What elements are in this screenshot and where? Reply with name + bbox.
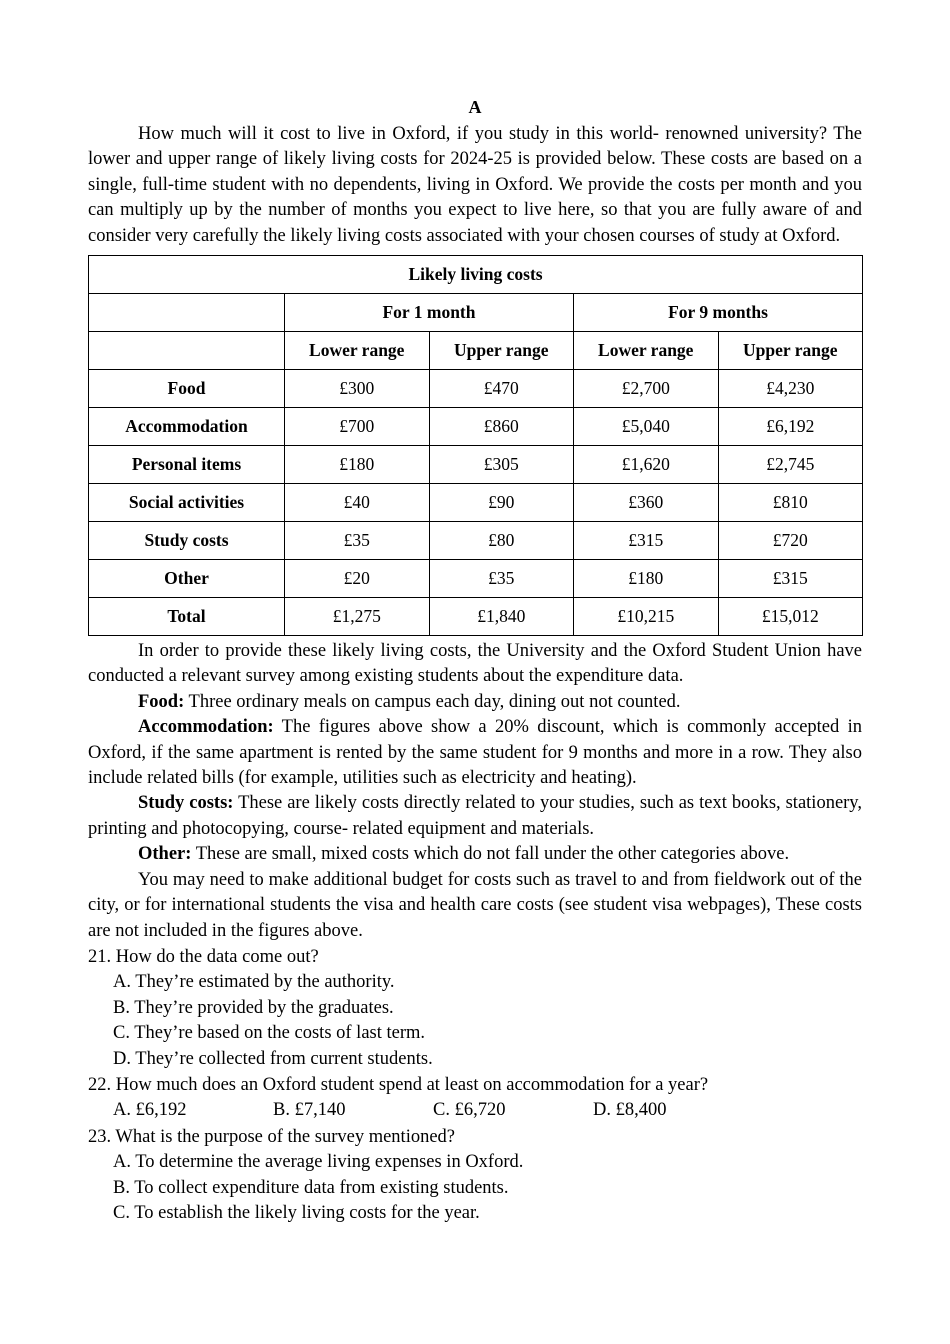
survey-paragraph: In order to provide these likely living costs, the University and the Oxford Student Union have conducted a relevant survey among existing students about the expenditure data.: [88, 641, 862, 687]
study-costs-note-text: These are likely costs directly related to your studies, such as text books, stationery, printing and photocopying, course- related equipment and materials.: [88, 793, 862, 839]
cell-value: £470: [429, 370, 574, 408]
closing-paragraph: You may need to make additional budget for costs such as travel to and from fieldwork out of the city, or for international students the visa and health care costs (see student visa webpages), These costs are not included in the figures above.: [88, 869, 862, 941]
cell-value: £315: [718, 560, 863, 598]
question-21-number: 21.: [88, 946, 112, 967]
table-column-header-row: [89, 332, 863, 370]
cell-value: £360: [574, 484, 719, 522]
cell-value: £860: [429, 408, 574, 446]
row-label: Accommodation: [89, 408, 285, 446]
cell-value: £5,040: [574, 408, 719, 446]
question-21: [88, 945, 862, 1072]
accommodation-note-label: Accommodation:: [138, 717, 274, 738]
cell-value: £15,012: [718, 598, 863, 636]
cell-value: £90: [429, 484, 574, 522]
table-corner-cell: [89, 294, 285, 332]
cell-value: £300: [285, 370, 430, 408]
cell-value: £80: [429, 522, 574, 560]
question-22-option-d[interactable]: D. £8,400: [593, 1100, 667, 1121]
table-row: [89, 484, 863, 522]
cell-value: £20: [285, 560, 430, 598]
question-23-option-a[interactable]: A. To determine the average living expenses in Oxford.: [113, 1152, 524, 1173]
row-label: Food: [89, 370, 285, 408]
row-label: Social activities: [89, 484, 285, 522]
other-note-text: These are small, mixed costs which do not fall under the other categories above.: [191, 844, 790, 865]
table-row: [89, 446, 863, 484]
cell-value: £2,745: [718, 446, 863, 484]
question-21-option-d[interactable]: D. They’re collected from current students.: [113, 1048, 433, 1069]
cell-value: £2,700: [574, 370, 719, 408]
table-row: [89, 370, 863, 408]
row-label: Study costs: [89, 522, 285, 560]
question-21-stem: [88, 945, 862, 970]
accommodation-note: [88, 715, 862, 791]
cell-value: £180: [574, 560, 719, 598]
question-23-number: 23.: [88, 1126, 112, 1147]
question-22-option-c[interactable]: C. £6,720: [433, 1100, 506, 1121]
question-21-option-b[interactable]: B. They’re provided by the graduates.: [113, 997, 394, 1018]
other-note-label: Other:: [138, 844, 192, 865]
table-corner-cell-2: [89, 332, 285, 370]
group-header-1-month: For 1 month: [285, 294, 574, 332]
cell-value: £810: [718, 484, 863, 522]
column-header-9months-lower: Lower range: [574, 332, 719, 370]
question-22: [88, 1073, 862, 1124]
question-23-stem: [88, 1125, 862, 1150]
question-21-option-c[interactable]: C. They’re based on the costs of last term.: [113, 1023, 426, 1044]
food-note: [88, 690, 862, 715]
question-23-text: What is the purpose of the survey mentioned?: [115, 1126, 456, 1147]
question-22-number: 22.: [88, 1074, 112, 1095]
cell-value: £6,192: [718, 408, 863, 446]
question-23-option-c[interactable]: C. To establish the likely living costs for the year.: [113, 1202, 480, 1223]
cell-value: £35: [285, 522, 430, 560]
page-title: A: [468, 97, 482, 117]
cell-value: £35: [429, 560, 574, 598]
group-header-9-months: For 9 months: [574, 294, 863, 332]
question-22-stem: [88, 1073, 862, 1098]
question-23-option-b[interactable]: B. To collect expenditure data from existing students.: [113, 1177, 509, 1198]
cell-value: £1,840: [429, 598, 574, 636]
table-row: [89, 560, 863, 598]
cell-value: £180: [285, 446, 430, 484]
table-group-header-row: [89, 294, 863, 332]
column-header-1month-upper: Upper range: [429, 332, 574, 370]
cell-value: £40: [285, 484, 430, 522]
study-costs-note-label: Study costs:: [138, 793, 234, 814]
other-note: [88, 842, 862, 867]
row-label: Other: [89, 560, 285, 598]
row-label: Personal items: [89, 446, 285, 484]
accommodation-note-text: The figures above show a 20% discount, which is commonly accepted in Oxford, if the same apartment is rented by the same student for 9 months and more in a row. They also include related bills (for example, utilities such as electricity and heating).: [88, 717, 862, 789]
cell-value: £315: [574, 522, 719, 560]
cell-value: £700: [285, 408, 430, 446]
table-row: [89, 522, 863, 560]
question-22-options: [88, 1098, 862, 1123]
study-costs-note: [88, 791, 862, 842]
table-caption: Likely living costs: [89, 256, 863, 294]
table-row: [89, 408, 863, 446]
cell-value: £720: [718, 522, 863, 560]
column-header-1month-lower: Lower range: [285, 332, 430, 370]
question-22-option-b[interactable]: B. £7,140: [273, 1100, 346, 1121]
cell-value: £1,275: [285, 598, 430, 636]
likely-living-costs-table: [88, 255, 863, 636]
question-22-option-a[interactable]: A. £6,192: [113, 1100, 187, 1121]
question-22-text: How much does an Oxford student spend at least on accommodation for a year?: [115, 1074, 709, 1095]
question-23: [88, 1125, 862, 1227]
table-caption-row: [89, 256, 863, 294]
table-row-total: [89, 598, 863, 636]
question-21-option-a[interactable]: A. They’re estimated by the authority.: [113, 972, 395, 993]
cell-value: £1,620: [574, 446, 719, 484]
cell-value: £4,230: [718, 370, 863, 408]
food-note-text: Three ordinary meals on campus each day, dining out not counted.: [184, 691, 681, 712]
cell-value: £305: [429, 446, 574, 484]
row-label: Total: [89, 598, 285, 636]
intro-paragraph: How much will it cost to live in Oxford, if you study in this world- renowned university? The lower and upper range of likely living costs for 2024-25 is provided below. These costs are based on a single, full-time student with no dependents, living in Oxford. We provide the costs per month and you can multiply up by the number of months you expect to live here, so that you are fully aware of and consider very carefully the likely living costs associated with your chosen courses of study at Oxford.: [88, 124, 862, 246]
cell-value: £10,215: [574, 598, 719, 636]
column-header-9months-upper: Upper range: [718, 332, 863, 370]
food-note-label: Food:: [138, 691, 185, 712]
question-21-text: How do the data come out?: [115, 946, 319, 967]
